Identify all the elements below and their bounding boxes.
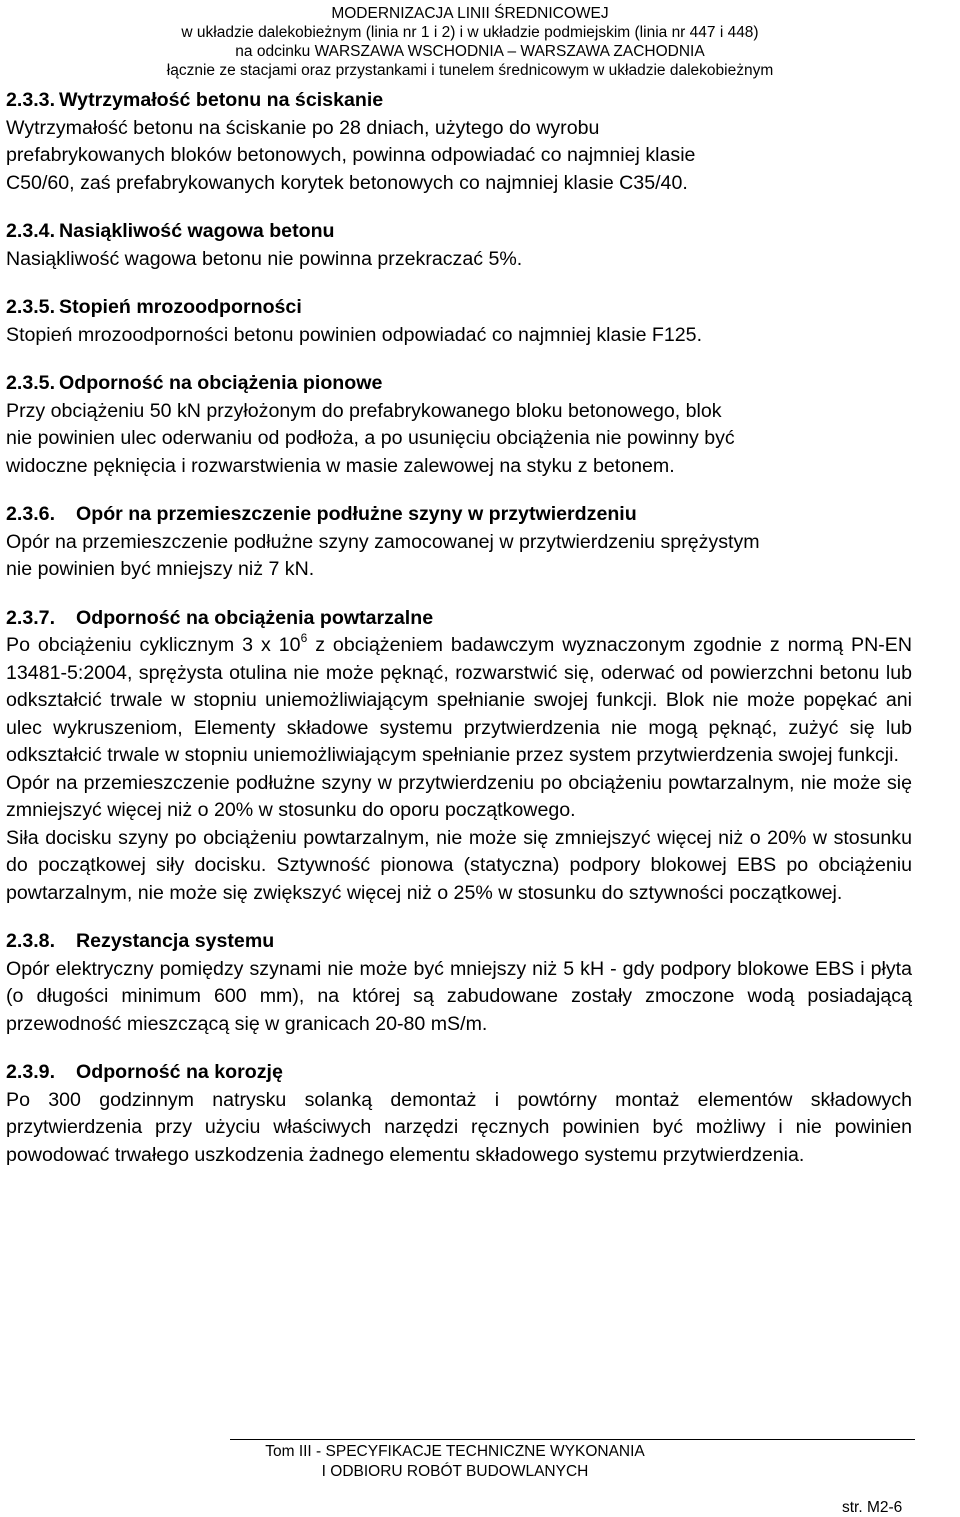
paragraph: Po 300 godzinnym natrysku solanką demontaż i powtórny montaż elementów składowych przytwierdzenia przy użyciu właściwych narzędzi ręcznych powinien być możliwy i nie powinien powodować trwałego uszkodzenia żadnego elementu składowego systemu przytwierdzenia. — [6, 1088, 912, 1166]
section-heading — [6, 218, 912, 246]
page-number: str. M2-6 — [842, 1499, 903, 1516]
paragraph-line: prefabrykowanych bloków betonowych, powinna odpowiadać co najmniej klasie — [6, 144, 696, 166]
paragraph-line: nie powinien być mniejszy niż 7 kN. — [6, 558, 315, 580]
section-number: 2.3.6. — [6, 503, 56, 525]
section-number: 2.3.7. — [6, 606, 56, 629]
section-heading — [6, 501, 912, 529]
section-number: 2.3.5. — [6, 296, 56, 318]
section-title: Stopień mrozoodporności — [59, 296, 302, 318]
paragraph: Opór elektryczny pomiędzy szynami nie może być mniejszy niż 5 kH - gdy podpory blokowe EBS i płyta (o długości minimum 600 mm), na której są zabudowane zostały zmoczone wodą posiadającą przewodność mieszczącą się w granicach 20-80 mS/m. — [6, 957, 912, 1035]
paragraph — [6, 632, 912, 770]
section-number: 2.3.9. — [6, 1061, 56, 1083]
section-heading — [6, 294, 912, 322]
header-project-title: MODERNIZACJA LINII ŚREDNICOWEJ — [331, 5, 609, 22]
section-2-3-9 — [6, 1059, 912, 1169]
footer-volume-title: Tom III - SPECYFIKACJE TECHNICZNE WYKONANIA — [265, 1443, 645, 1460]
paragraph-line: Stopień mrozoodporności betonu powinien odpowiadać co najmniej klasie F125. — [6, 323, 703, 346]
page-header — [100, 4, 840, 80]
paragraph-line: C50/60, zaś prefabrykowanych korytek betonowych co najmniej klasie C35/40. — [6, 171, 688, 194]
section-number: 2.3.4. — [6, 220, 56, 242]
footer-volume-subtitle: I ODBIORU ROBÓT BUDOWLANYCH — [321, 1463, 589, 1480]
section-2-3-6 — [6, 501, 912, 584]
section-title: Opór na przemieszczenie podłużne szyny w przytwierdzeniu — [76, 503, 637, 525]
paragraph-text: Po obciążeniu cyklicznym 3 x 10 — [6, 634, 301, 656]
section-number: 2.3.8. — [6, 930, 56, 952]
section-2-3-4 — [6, 218, 912, 273]
page-footer — [195, 1442, 715, 1482]
section-title: Odporność na korozję — [76, 1061, 283, 1083]
section-heading — [6, 87, 912, 115]
paragraph-text: z obciążeniem badawczym wyznaczonym zgodnie z normą PN-EN 13481-5:2004, sprężysta otulina nie może pęknąć, rozwarstwić się, oderwać od powierzchni betonu lub odkształcić trwale w stopniu uniemożliwiającym spełnianie swojej funkcji. Blok nie może popękać ani ulec wykruszeniom, Elementy składowe systemu przytwierdzenia nie mogą pęknąć, zużyć się lub odkształcić trwale w stopniu uniemożliwiającym spełnianie przez system przytwierdzenia swojej funkcji. — [6, 634, 913, 766]
section-heading — [6, 605, 912, 633]
paragraph-line: Przy obciążeniu 50 kN przyłożonym do prefabrykowanego bloku betonowego, blok — [6, 399, 722, 422]
footer-divider — [230, 1439, 915, 1440]
section-number: 2.3.3. — [6, 89, 56, 111]
header-line-2: w układzie dalekobieżnym (linia nr 1 i 2) i w układzie podmiejskim (linia nr 447 i 448) — [181, 24, 759, 41]
paragraph-line: widoczne pęknięcia i rozwarstwienia w masie zalewowej na styku z betonem. — [6, 454, 675, 477]
section-2-3-5-frost — [6, 294, 912, 349]
section-2-3-8 — [6, 928, 912, 1038]
section-2-3-3 — [6, 87, 912, 197]
section-title: Odporność na obciążenia pionowe — [59, 372, 383, 394]
section-title: Odporność na obciążenia powtarzalne — [76, 606, 434, 629]
section-2-3-7 — [6, 605, 912, 908]
document-body — [6, 87, 912, 1190]
paragraph: Siła docisku szyny po obciążeniu powtarzalnym, nie może się zmniejszyć więcej niż o 20% w stosunku do początkowej siły docisku. Sztywność pionowa (statyczna) podpory blokowej EBS po obciążeniu powtarzalnym, nie może się zwiększyć więcej niż o 25% w stosunku do sztywności początkowej. — [6, 826, 912, 904]
section-heading — [6, 1059, 912, 1087]
section-title: Nasiąkliwość wagowa betonu — [59, 220, 335, 242]
section-2-3-5-vertical-load — [6, 370, 912, 480]
header-line-4: łącznie ze stacjami oraz przystankami i tunelem średnicowym w układzie dalekobieżnym — [166, 62, 774, 79]
paragraph-line: nie powinien ulec oderwaniu od podłoża, a po usunięciu obciążenia nie powinny być — [6, 427, 735, 449]
header-line-3: na odcinku WARSZAWA WSCHODNIA – WARSZAWA ZACHODNIA — [235, 43, 705, 60]
paragraph-line: Wytrzymałość betonu na ściskanie po 28 dniach, użytego do wyrobu — [6, 116, 600, 139]
exponent-superscript: 6 — [300, 631, 308, 645]
section-number: 2.3.5. — [6, 372, 56, 394]
paragraph-line: Nasiąkliwość wagowa betonu nie powinna przekraczać 5%. — [6, 247, 523, 270]
paragraph: Opór na przemieszczenie podłużne szyny w przytwierdzeniu po obciążeniu powtarzalnym, nie może się zmniejszyć więcej niż o 20% w stosunku do oporu początkowego. — [6, 771, 912, 821]
section-title: Wytrzymałość betonu na ściskanie — [59, 89, 384, 111]
section-heading — [6, 370, 912, 398]
section-heading — [6, 928, 912, 956]
section-title: Rezystancja systemu — [76, 930, 275, 952]
paragraph-line: Opór na przemieszczenie podłużne szyny zamocowanej w przytwierdzeniu sprężystym — [6, 530, 760, 553]
